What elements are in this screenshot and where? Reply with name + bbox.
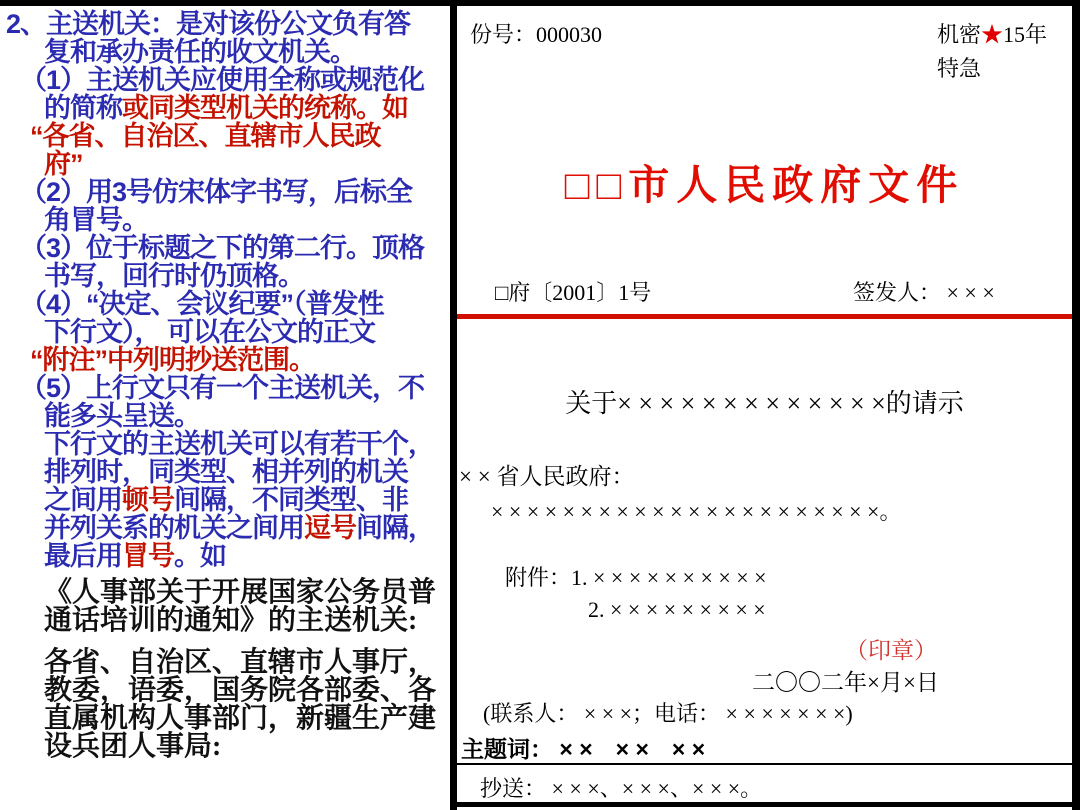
notes-example-body-line: [0, 705, 450, 733]
document-subject-title: 关于× × × × × × × × × × × × ×的请示: [565, 389, 964, 418]
notes-example-body-line: [0, 677, 450, 705]
notes-line: [0, 178, 450, 206]
notes-line: [0, 38, 450, 66]
notes-text: 角冒号。: [44, 205, 148, 235]
attachment-line-1: 附件：1. × × × × × × × × × ×: [505, 565, 767, 590]
notes-example-body-line: [0, 649, 450, 677]
notes-highlight: 冒号: [122, 541, 174, 571]
notes-line: [0, 234, 450, 262]
urgency-marking: 特急: [937, 56, 982, 81]
notes-text: （3）位于标题之下的第二行。顶格: [20, 233, 425, 263]
notes-text: 的简称: [44, 93, 122, 123]
notes-highlight: 府”: [44, 149, 83, 179]
notes-text: 下行文的主送机关可以有若干个，: [44, 429, 434, 459]
notes-text: （4）“决定、会议纪要”（普发性: [20, 289, 384, 319]
notes-highlight: 或同类型机关的统称。如: [122, 93, 408, 123]
notes-line: [0, 66, 450, 94]
notes-line: [0, 122, 450, 150]
notes-highlight: “附注”中列明抄送范围。: [30, 345, 315, 375]
copy-number: 份号：000030: [470, 22, 603, 47]
document-right-border: [1072, 0, 1080, 810]
document-date: 二〇〇二年×月×日: [752, 670, 939, 695]
notes-line: [0, 262, 450, 290]
document-left-border: [450, 0, 457, 810]
notes-highlight: 顿号: [122, 485, 174, 515]
body-text-line: × × × × × × × × × × × × × × × × × × × × × ×。: [491, 499, 902, 524]
notes-text: 教委，语委，国务院各部委、各: [44, 675, 437, 706]
secrecy-marking: [937, 18, 1047, 49]
notes-text: （1）主送机关应使用全称或规范化: [20, 65, 425, 95]
notes-text: 下行文）， 可以在公文的正文: [44, 317, 376, 347]
notes-text: 书写，回行时仍顶格。: [44, 261, 304, 291]
notes-line: [0, 318, 450, 346]
notes-text: 排列时，同类型、相并列的机关: [44, 457, 408, 487]
notes-text: 。如: [174, 541, 226, 571]
notes-line: [0, 150, 450, 178]
notes-text: 《人事部关于开展国家公务员普: [44, 577, 437, 608]
sample-document-panel: [457, 6, 1072, 810]
notes-line: [0, 514, 450, 542]
notes-line: [0, 402, 450, 430]
notes-line: [0, 10, 450, 38]
notes-text: 能多头呈送。: [44, 401, 200, 431]
recipient-line: × × 省人民政府：: [459, 464, 635, 489]
notes-line: [0, 290, 450, 318]
lecture-notes-panel: [0, 6, 450, 810]
notes-text: （2）用3号仿宋体字书写，后标全: [20, 177, 413, 207]
secrecy-level: 机密: [937, 22, 982, 47]
star-icon: ★: [981, 22, 1004, 47]
notes-line: [0, 94, 450, 122]
notes-text: 2、主送机关：是对该份公文负有答: [6, 9, 411, 39]
notes-line: [0, 206, 450, 234]
contact-note: (联系人： × × ×；电话： × × × × × × ×): [483, 701, 853, 726]
notes-text: 间隔，: [356, 513, 434, 543]
notes-text: 并列关系的机关之间用: [44, 513, 304, 543]
notes-highlight: 逗号: [304, 513, 356, 543]
notes-text: 间隔，不同类型、非: [174, 485, 408, 515]
red-separator-rule: [457, 314, 1072, 319]
notes-text: （5）上行文只有一个主送机关，不: [20, 373, 425, 403]
notes-example-title-line: [0, 607, 450, 635]
seal-placeholder: （印章）: [845, 638, 937, 663]
notes-line: [0, 542, 450, 570]
notes-line: [0, 374, 450, 402]
notes-text: 通话培训的通知》的主送机关:: [44, 605, 418, 636]
cc-line: 抄送： × × ×、× × ×、× × ×。: [480, 776, 763, 801]
thin-separator-rule: [457, 763, 1072, 765]
attachment-line-2: 2. × × × × × × × × ×: [588, 597, 766, 622]
issuer-line: 签发人： × × ×: [853, 280, 995, 305]
notes-highlight: “各省、自治区、直辖市人民政: [30, 121, 381, 151]
document-number: □府〔2001〕1号: [495, 280, 652, 305]
notes-text: 各省、自治区、直辖市人事厅，: [44, 647, 437, 678]
notes-text: 之间用: [44, 485, 122, 515]
notes-line: [0, 346, 450, 374]
notes-text: 直属机构人事部门，新疆生产建: [44, 703, 437, 734]
secrecy-duration: 15年: [1003, 22, 1048, 47]
notes-text: 设兵团人事局:: [44, 731, 222, 762]
notes-example-body-line: [0, 733, 450, 761]
notes-line: [0, 458, 450, 486]
notes-text: 复和承办责任的收文机关。: [44, 37, 356, 67]
notes-line: [0, 486, 450, 514]
notes-example-title-line: [0, 579, 450, 607]
subject-terms-line: 主题词： × × × × × ×: [461, 736, 706, 762]
notes-text: 最后用: [44, 541, 122, 571]
notes-line: [0, 430, 450, 458]
document-masthead-title: □□市人民政府文件: [564, 162, 965, 208]
bottom-separator-rule: [457, 802, 1072, 807]
